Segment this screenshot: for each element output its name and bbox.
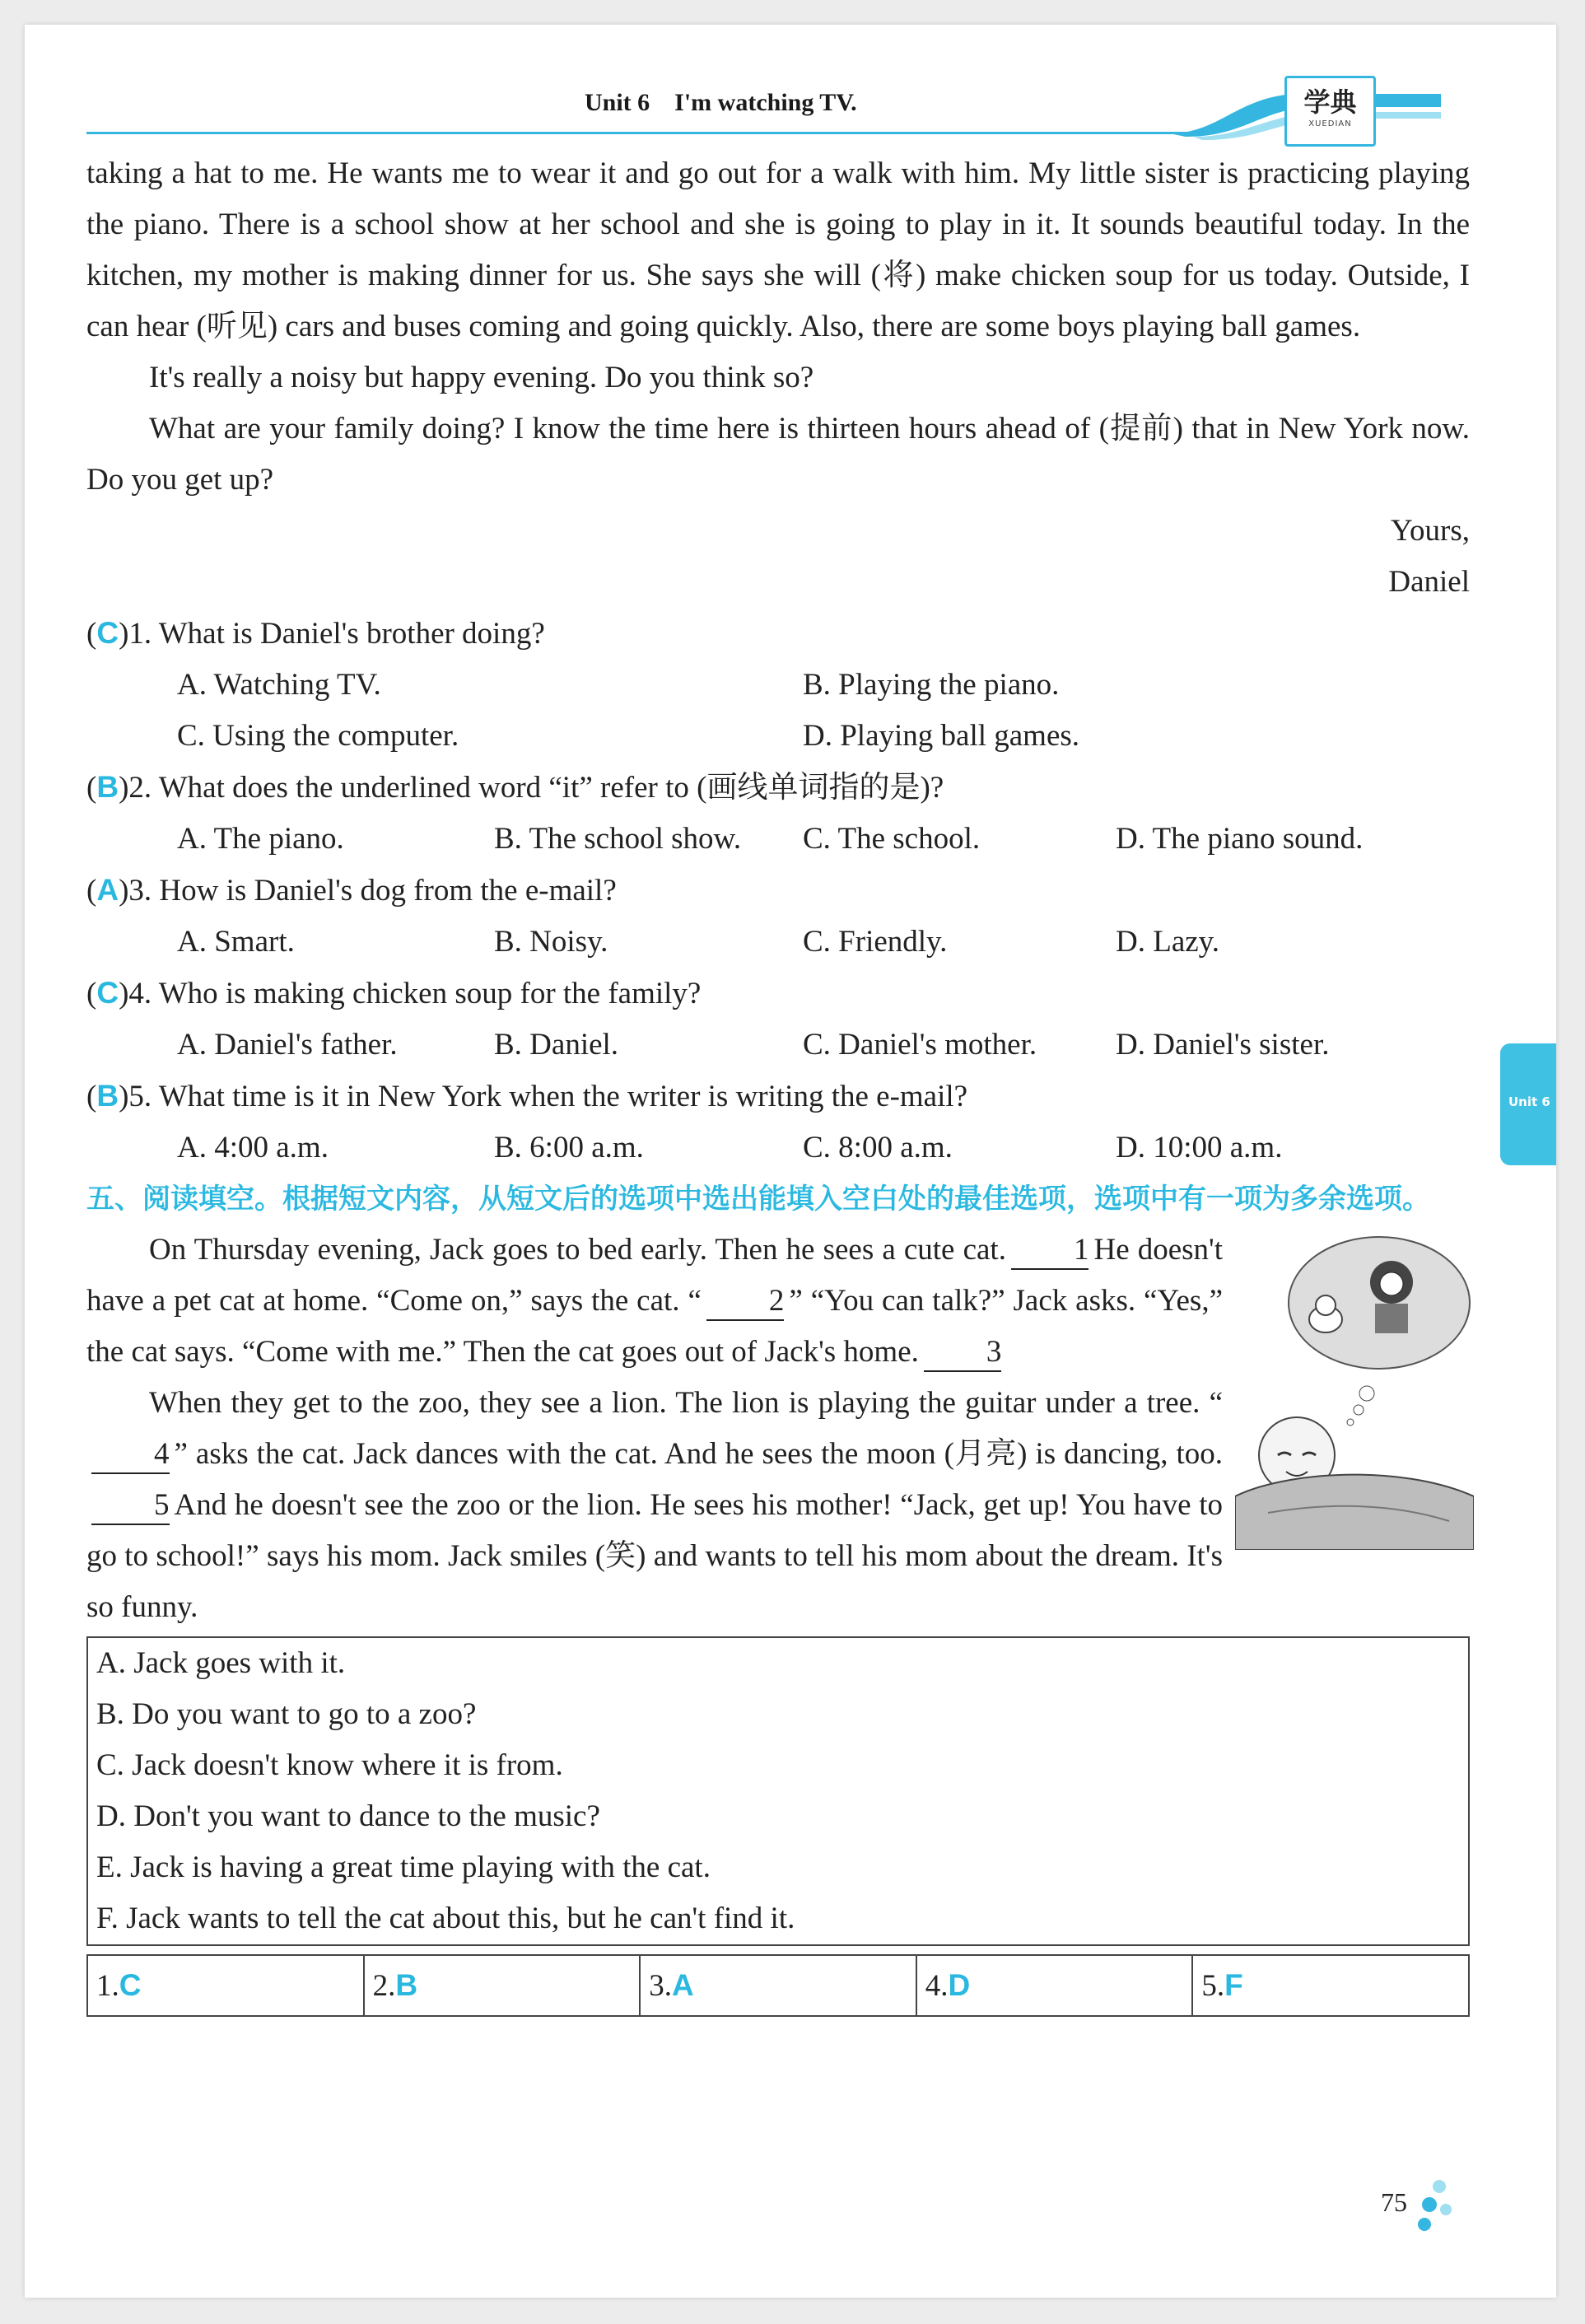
blank-4: 4 [91, 1436, 170, 1474]
option: A. The piano. [177, 822, 344, 856]
option-item: D. Don't you want to dance to the music? [96, 1799, 600, 1833]
option: D. 10:00 a.m. [1116, 1131, 1283, 1164]
question-4: (C) 4. Who is making chicken soup for the family? A. Daniel's father. B. Daniel. C. Daniel's mother. D. Daniel's sister. [86, 968, 1470, 1071]
letter-closing: Yours, [1391, 514, 1470, 548]
header-rule [86, 132, 1190, 134]
option-item: C. Jack doesn't know where it is from. [96, 1748, 563, 1782]
option: C. The school. [803, 822, 981, 856]
blank-1: 1 [1011, 1232, 1089, 1270]
page-content [86, 148, 1470, 2017]
option: C. Daniel's mother. [803, 1028, 1037, 1062]
answer-1: C [96, 616, 119, 650]
option: B. Playing the piano. [803, 668, 1060, 702]
hexagon-dots-decoration [1408, 2178, 1457, 2236]
question-1: (C) 1. What is Daniel's brother doing? A. Watching TV. B. Playing the piano. C. Using the computer. D. Playing ball games. [86, 608, 1470, 762]
story-text: He doesn't have a pet cat at home. “Come on,” says the cat. “ [86, 1233, 1223, 1318]
answer-2: B [96, 770, 119, 804]
unit-side-tab [1500, 1043, 1556, 1165]
option-item: B. Do you want to go to a zoo? [96, 1697, 477, 1731]
section-5-title: 五、阅读填空。根据短文内容，从短文后的选项中选出能填入空白处的最佳选项，选项中有一项为多余选项。 [86, 1183, 1430, 1216]
answer-5: B [96, 1079, 119, 1113]
letter-paragraph-3: What are your family doing? I know the time here is thirteen hours ahead of (提前) that in New York now. Do you get up? [86, 412, 1470, 497]
question-text: 2. What does the underlined word “it” refer to (画线单词指的是)? [128, 771, 944, 805]
dream-illustration [1235, 1225, 1474, 1550]
story-text: ” “You can talk?” Jack asks. “Yes,” the cat says. “Come with me.” Then the cat goes out of Jack's home. [86, 1284, 1223, 1369]
answer-cell [88, 1956, 365, 2015]
option: A. 4:00 a.m. [177, 1131, 329, 1164]
brand-cn: 学典 [1303, 86, 1357, 118]
question-text: 4. Who is making chicken soup for the family? [128, 977, 702, 1010]
story-text: When they get to the zoo, they see a lion. The lion is playing the guitar under a tree. “ [149, 1386, 1223, 1420]
option: B. The school show. [494, 822, 742, 856]
brand-logo [1284, 76, 1376, 147]
option: A. Daniel's father. [177, 1028, 398, 1062]
option: D. Daniel's sister. [1116, 1028, 1330, 1062]
answer-value: A [671, 1968, 694, 2002]
option: D. Lazy. [1116, 925, 1220, 959]
letter-paragraph-1: taking a hat to me. He wants me to wear it and go out for a walk with him. My little sister is practicing playing the piano. There is a school show at her school and she is going to play in it. It sounds beautiful today. In the kitchen, my mother is making dinner for us. She says she will (将) make chicken soup for us today. Outside, I can hear (听见) cars and buses coming and going quickly. Also, there are some boys playing ball games. [86, 156, 1470, 343]
workbook-page [25, 25, 1556, 2298]
page-number: 75 [1381, 2187, 1407, 2217]
option: B. Noisy. [494, 925, 608, 959]
story [86, 1225, 1470, 1633]
answer-value: F [1224, 1968, 1243, 2002]
story-text: And he doesn't see the zoo or the lion. He sees his mother! “Jack, get up! You have to go to school!” says his mom. Jack smiles (笑) and wants to tell his mom about the dream. It's so funny. [86, 1488, 1223, 1624]
option: C. Using the computer. [177, 719, 459, 753]
options-box [86, 1636, 1470, 1946]
answer-num: 1. [96, 1969, 119, 2003]
blank-3: 3 [924, 1334, 1002, 1372]
answer-cell [917, 1956, 1194, 2015]
option: B. 6:00 a.m. [494, 1131, 644, 1164]
question-2: (B) 2. What does the underlined word “it” refer to (画线单词指的是)? A. The piano. B. The school show. C. The school. D. The piano sound. [86, 762, 1470, 865]
answer-cell [365, 1956, 641, 2015]
unit-title: Unit 6 I'm watching TV. [585, 89, 857, 116]
answer-num: 5. [1201, 1969, 1225, 2003]
question-text: 1. What is Daniel's brother doing? [128, 617, 545, 651]
option-item: F. Jack wants to tell the cat about this, but he can't find it. [96, 1902, 795, 1935]
option: D. Playing ball games. [803, 719, 1080, 753]
answer-4: C [96, 976, 119, 1010]
letter-paragraph-2: It's really a noisy but happy evening. Do you think so? [149, 361, 814, 394]
option: A. Smart. [177, 925, 295, 959]
question-text: 5. What time is it in New York when the writer is writing the e-mail? [128, 1080, 968, 1113]
story-paragraph-1 [86, 1225, 1223, 1378]
question-3: (A) 3. How is Daniel's dog from the e-mail? A. Smart. B. Noisy. C. Friendly. D. Lazy. [86, 865, 1470, 968]
story-text: On Thursday evening, Jack goes to bed early. Then he sees a cute cat. [149, 1233, 1006, 1267]
answer-value: C [119, 1968, 142, 2002]
answer-num: 3. [649, 1969, 672, 2003]
answer-num: 4. [925, 1969, 949, 2003]
story-paragraph-2 [86, 1378, 1223, 1633]
answer-cell [641, 1956, 917, 2015]
blank-5: 5 [91, 1487, 170, 1525]
story-text: ” asks the cat. Jack dances with the cat. And he sees the moon (月亮) is dancing, too. [174, 1437, 1223, 1471]
blank-2: 2 [706, 1283, 785, 1321]
side-tab-label: Unit 6 [1508, 1094, 1550, 1109]
option: D. The piano sound. [1116, 822, 1364, 856]
option-item: A. Jack goes with it. [96, 1646, 346, 1680]
option: B. Daniel. [494, 1028, 619, 1062]
option: C. 8:00 a.m. [803, 1131, 953, 1164]
brand-en: XUEDIAN [1308, 119, 1352, 128]
question-text: 3. How is Daniel's dog from the e-mail? [128, 874, 617, 908]
letter-signature: Daniel [1388, 565, 1470, 599]
option-item: E. Jack is having a great time playing with the cat. [96, 1850, 711, 1884]
answer-num: 2. [372, 1969, 396, 2003]
option: C. Friendly. [803, 925, 948, 959]
answer-table [86, 1954, 1470, 2017]
page-header [25, 25, 1556, 165]
question-5: (B) 5. What time is it in New York when the writer is writing the e-mail? A. 4:00 a.m. B. 6:00 a.m. C. 8:00 a.m. D. 10:00 a.m. [86, 1071, 1470, 1174]
answer-value: B [395, 1968, 418, 2002]
answer-3: A [96, 873, 119, 907]
answer-value: D [948, 1968, 971, 2002]
answer-cell [1193, 1956, 1468, 2015]
option: A. Watching TV. [177, 668, 381, 702]
